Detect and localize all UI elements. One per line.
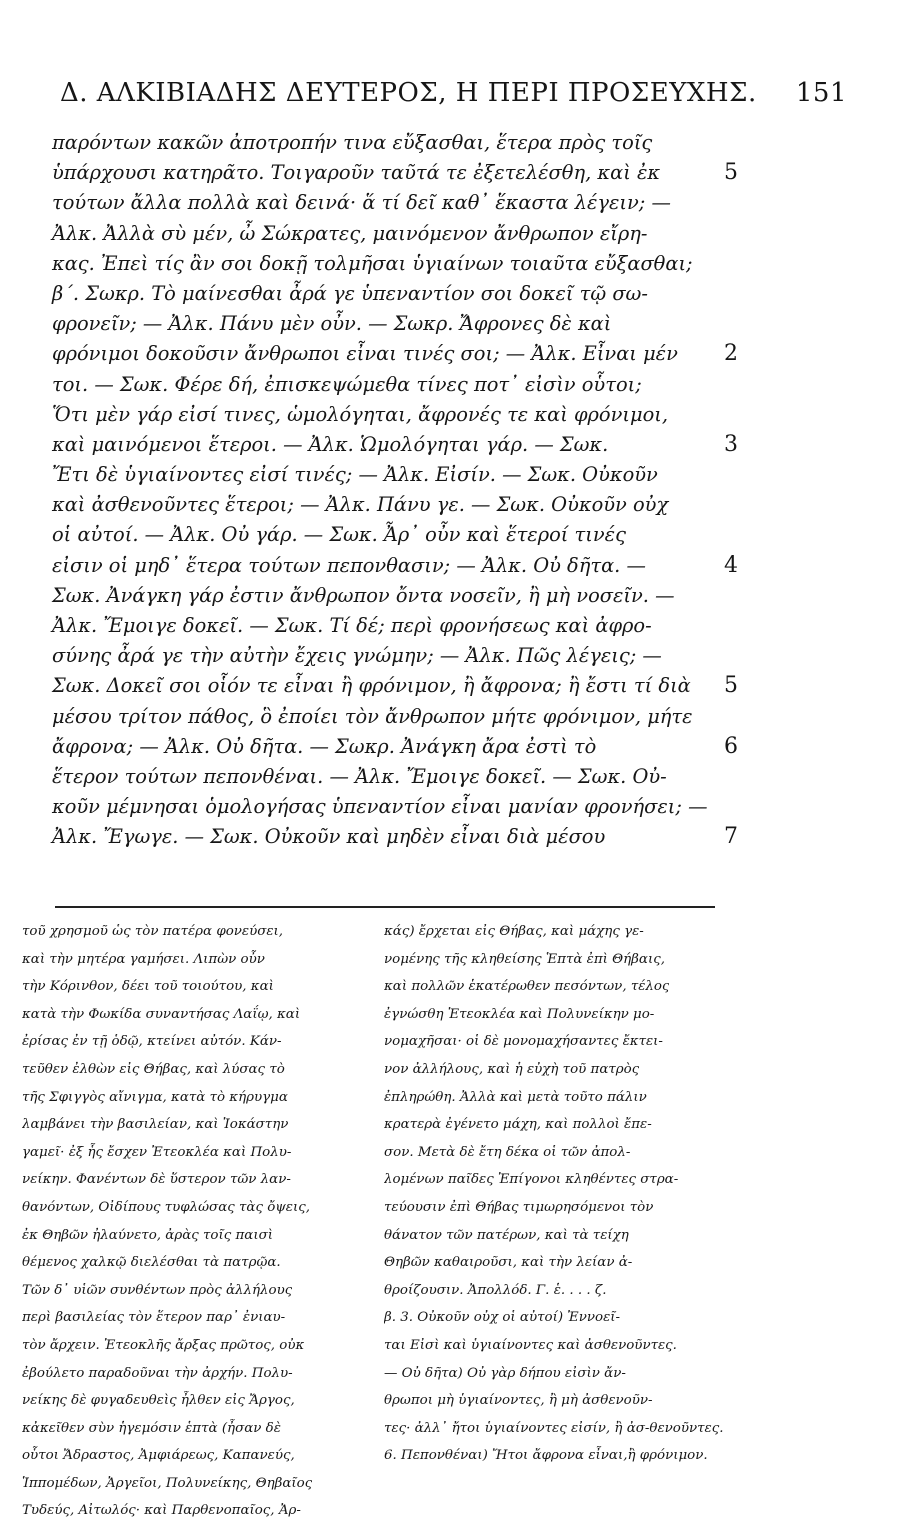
text-line	[52, 762, 712, 792]
line-text: μέσου τρίτον πάθος, ὃ ἐποίει τὸν ἄνθρωπον μήτε φρόνιμον, μήτε	[52, 704, 693, 728]
section-marker: 5	[724, 673, 738, 699]
header-title: Δ. ΑΛΚΙΒΙΑΔΗΣ ΔΕΥΤΕΡΟΣ, Η ΠΕΡΙ ΠΡΟΣΕΥΧΗΣ.	[60, 78, 757, 108]
footnote-line: θρωποι μὴ ὑγιαίνοντες, ἢ μὴ ἀσθενοῦν-	[384, 1393, 653, 1409]
footnote-line: τοῦ χρησμοῦ ὡς τὸν πατέρα φονεύσει,	[22, 924, 284, 939]
line-text: σύνης ἆρά γε τὴν αὐτὴν ἔχεις γνώμην; — Ἀλκ. Πῶς λέγεις; —	[52, 644, 662, 668]
footnote-line: καὶ τὴν μητέρα γαμήσει. Λιπὼν οὖν	[22, 951, 265, 967]
text-line	[52, 460, 712, 490]
footnote-line: 6. Πεπονθέναι) Ἤτοι ἄφρονα εἶναι,	[384, 1448, 628, 1464]
line-text: οἱ αὐτοί. — Ἀλκ. Οὐ γάρ. — Σωκ. Ἆρ᾽ οὖν καὶ ἕτεροί τινές	[52, 523, 626, 547]
footnote-line: νομαχῆσαι· οἱ δὲ μονομαχήσαντες ἔκτει-	[384, 1034, 663, 1050]
line-text: Ὅτι μὲν γάρ εἰσί τινες, ὡμολόγηται, ἄφρονές τε καὶ φρόνιμοι,	[52, 402, 669, 426]
footnote-line: ἐπληρώθη. Ἀλλὰ καὶ μετὰ τοῦτο πάλιν	[384, 1089, 647, 1105]
footnote-line: τεύουσιν ἐπὶ Θήβας τιμωρησόμενοι τὸν	[384, 1199, 654, 1215]
footnote-line: οὗτοι Ἄδραστος, Ἀμφιάρεως, Καπανεύς,	[22, 1448, 295, 1464]
footnote-separator	[55, 906, 715, 908]
footnote-line: τὴν Κόρινθον, δέει τοῦ τοιούτου, καὶ	[22, 979, 274, 995]
footnote-line: κἀκεῖθεν σὺν ἡγεμόσιν ἑπτὰ (ἦσαν δὲ	[22, 1420, 281, 1436]
text-line	[52, 732, 738, 762]
text-line	[52, 551, 738, 581]
line-text: Σωκ. Ἀνάγκη γάρ ἐστιν ἄνθρωπον ὄντα νοσεῖν, ἢ μὴ νοσεῖν. —	[52, 583, 675, 607]
footnote-line: Τυδεύς, Αἰτωλός· καὶ Παρθενοπαῖος, Ἀρ-	[22, 1503, 301, 1519]
footnote-line: καὶ πολλῶν ἑκατέρωθεν πεσόντων, τέλος	[384, 979, 670, 995]
text-line	[52, 128, 712, 158]
footnote-line: γαμεῖ· ἐξ ἧς ἔσχεν Ἐτεοκλέα καὶ Πολυ-	[22, 1144, 292, 1160]
footnote-line: ἐρίσας ἐν τῇ ὁδῷ, κτείνει αὐτόν. Κάν-	[22, 1034, 282, 1050]
text-line	[52, 611, 712, 641]
footnote-line: ἐκ Θηβῶν ἠλαύνετο, ἀρὰς τοῖς παισὶ	[22, 1227, 273, 1243]
line-text: κοῦν μέμνησαι ὁμολογήσας ὑπεναντίον εἶναι μανίαν φρονήσει; —	[52, 795, 708, 819]
text-line	[52, 671, 738, 701]
text-line	[52, 309, 712, 339]
line-text: τούτων ἄλλα πολλὰ καὶ δεινά· ἅ τί δεῖ καθ᾽ ἕκαστα λέγειν; —	[52, 191, 671, 215]
footnote-line: νείκην. Φανέντων δὲ ὕστερον τῶν λαν-	[22, 1172, 291, 1188]
line-text: Ἀλκ. Ἔγωγε. — Σωκ. Οὐκοῦν καὶ μηδὲν εἶναι διὰ μέσου	[52, 825, 606, 849]
footnote-line: νομένης τῆς κληθείσης Ἑπτὰ ἐπὶ Θήβαις,	[384, 951, 665, 967]
main-text	[52, 128, 738, 853]
footnote-line: ται Εἰσὶ καὶ ὑγιαίνοντες καὶ ἀσθενοῦντες.	[384, 1337, 677, 1353]
footnote-line: νείκης δὲ φυγαδευθεὶς ἦλθεν εἰς Ἄργος,	[22, 1393, 295, 1409]
text-line	[52, 581, 712, 611]
text-line	[52, 641, 712, 671]
page-number: 151	[795, 78, 847, 108]
footnote-line: κάς) ἔρχεται εἰς Θήβας, καὶ μάχης γε-	[384, 924, 644, 939]
line-text: καὶ μαινόμενοι ἕτεροι. — Ἀλκ. Ὡμολόγηται γάρ. — Σωκ.	[52, 432, 609, 456]
footnotes-right-column	[384, 922, 724, 1474]
running-header	[60, 78, 847, 108]
text-line	[52, 702, 712, 732]
footnote-line: ἐβούλετο παραδοῦναι τὴν ἀρχήν. Πολυ-	[22, 1365, 293, 1381]
line-text: ὑπάρχουσι κατηρᾶτο. Τοιγαροῦν ταῦτά τε ἐξετελέσθη, καὶ ἐκ	[52, 161, 661, 185]
text-line	[52, 792, 712, 822]
footnote-line: λαμβάνει τὴν βασιλείαν, καὶ Ἰοκάστην	[22, 1117, 289, 1133]
line-text: Ἀλκ. Ἀλλὰ σὺ μέν, ὦ Σώκρατες, μαινόμενον ἄνθρωπον εἴρη-	[52, 221, 648, 245]
footnote-line: κρατερὰ ἐγένετο μάχη, καὶ πολλοὶ ἔπε-	[384, 1117, 652, 1133]
footnote-line: τὸν ἄρχειν. Ἐτεοκλῆς ἄρξας πρῶτος, οὐκ	[22, 1337, 305, 1353]
text-line	[52, 430, 738, 460]
section-marker: 3	[724, 431, 738, 457]
line-text: Σωκ. Δοκεῖ σοι οἷόν τε εἶναι ἢ φρόνιμον, ἢ ἄφρονα; ἢ ἔστι τί διὰ	[52, 674, 691, 698]
line-text: Ἀλκ. Ἔμοιγε δοκεῖ. — Σωκ. Τί δέ; περὶ φρονήσεως καὶ ἀφρο-	[52, 614, 652, 637]
footnote-line: σον. Μετὰ δὲ ἔτη δέκα οἱ τῶν ἀπολ-	[384, 1144, 631, 1160]
footnote-line: β. 3. Οὐκοῦν οὐχ οἱ αὐτοί) Ἐννοεῖ-	[384, 1310, 621, 1326]
footnote-line: θάνατον τῶν πατέρων, καὶ τὰ τείχη	[384, 1227, 629, 1243]
footnote-line: — Οὐ δῆτα) Οὐ γὰρ δήπου εἰσὶν ἄν-	[384, 1365, 626, 1381]
line-text: ἄφρονα; — Ἀλκ. Οὐ δῆτα. — Σωκρ. Ἀνάγκη ἄρα ἐστὶ τὸ	[52, 734, 597, 758]
footnote-line: κατὰ τὴν Φωκίδα συναντήσας Λαΐῳ, καὶ	[22, 1006, 301, 1022]
line-text: Ἔτι δὲ ὑγιαίνοντες εἰσί τινές; — Ἀλκ. Εἰσίν. — Σωκ. Οὐκοῦν	[52, 463, 658, 487]
line-text: κας. Ἐπεὶ τίς ἂν σοι δοκῇ τολμῆσαι ὑγιαίνων τοιαῦτα εὔξασθαι;	[52, 251, 693, 275]
line-text: εἰσιν οἱ μηδ᾽ ἕτερα τούτων πεπονθασιν; — Ἀλκ. Οὐ δῆτα. —	[52, 553, 646, 577]
line-text: παρόντων κακῶν ἀποτροπήν τινα εὔξασθαι, ἕτερα πρὸς τοῖς	[52, 131, 653, 154]
footnote-line: Ἱππομέδων, Ἀργεῖοι, Πολυνείκης, Θηβαῖος	[22, 1475, 313, 1491]
text-line	[52, 490, 712, 520]
footnote-line: θενοῦντες.	[649, 1420, 724, 1436]
line-text: β΄. Σωκρ. Τὸ μαίνεσθαι ἆρά γε ὑπεναντίον σοι δοκεῖ τῷ σω-	[52, 281, 648, 305]
line-text: φρονεῖν; — Ἀλκ. Πάνυ μὲν οὖν. — Σωκρ. Ἄφρονες δὲ καὶ	[52, 312, 612, 336]
text-line	[52, 400, 712, 430]
line-text: φρόνιμοι δοκοῦσιν ἄνθρωποι εἶναι τινές σοι; — Ἀλκ. Εἶναι μέν	[52, 342, 678, 366]
footnote-line: θέμενος χαλκῷ διελέσθαι τὰ πατρῷα.	[22, 1255, 281, 1271]
footnote-line: τες· ἀλλ᾽ ἤτοι ὑγιαίνοντες εἰσίν, ἢ ἀσ-	[384, 1420, 650, 1436]
footnote-line: θανόντων, Οἰδίπους τυφλώσας τὰς ὄψεις,	[22, 1199, 310, 1215]
text-line	[52, 339, 738, 369]
footnote-line: Τῶν δ᾽ υἱῶν συνθέντων πρὸς ἀλλήλους	[22, 1282, 293, 1298]
text-line	[52, 822, 738, 852]
text-line	[52, 370, 712, 400]
section-marker: 7	[724, 824, 738, 850]
line-text: καὶ ἀσθενοῦντες ἕτεροι; — Ἀλκ. Πάνυ γε. — Σωκ. Οὐκοῦν οὐχ	[52, 493, 669, 517]
footnote-line: Θηβῶν καθαιροῦσι, καὶ τὴν λείαν ἀ-	[384, 1255, 633, 1271]
footnote-line: περὶ βασιλείας τὸν ἕτερον παρ᾽ ἐνιαυ-	[22, 1310, 286, 1326]
line-text: τοι. — Σωκ. Φέρε δή, ἐπισκεψώμεθα τίνες ποτ᾽ εἰσὶν οὗτοι;	[52, 372, 642, 396]
footnote-line: λομένων παῖδες Ἐπίγονοι κληθέντες στρα-	[384, 1172, 679, 1188]
line-text: ἕτερον τούτων πεπονθέναι. — Ἀλκ. Ἔμοιγε δοκεῖ. — Σωκ. Οὐ-	[52, 764, 667, 788]
footnote-line: ἐγνώσθη Ἐτεοκλέα καὶ Πολυνείκην μο-	[384, 1006, 655, 1022]
section-marker: 2	[724, 341, 738, 367]
footnote-line: θροίζουσιν. Ἀπολλόδ. Γ. ἑ. . . . ζ.	[384, 1282, 607, 1298]
text-line	[52, 219, 712, 249]
text-line	[52, 249, 712, 279]
text-line	[52, 520, 712, 550]
footnote-line: τῆς Σφιγγὸς αἴνιγμα, κατὰ τὸ κήρυγμα	[22, 1089, 288, 1105]
section-marker: 5	[724, 160, 738, 186]
footnotes-left-column	[22, 922, 367, 1529]
footnote-line: νον ἀλλήλους, καὶ ἡ εὐχὴ τοῦ πατρὸς	[384, 1061, 640, 1077]
footnote-line: ἢ φρόνιμον.	[627, 1448, 708, 1464]
text-line	[52, 158, 738, 188]
section-marker: 4	[724, 552, 738, 578]
section-marker: 6	[724, 733, 738, 759]
text-line	[52, 188, 712, 218]
footnote-line: τεῦθεν ἐλθὼν εἰς Θήβας, καὶ λύσας τὸ	[22, 1061, 285, 1077]
text-line	[52, 279, 712, 309]
